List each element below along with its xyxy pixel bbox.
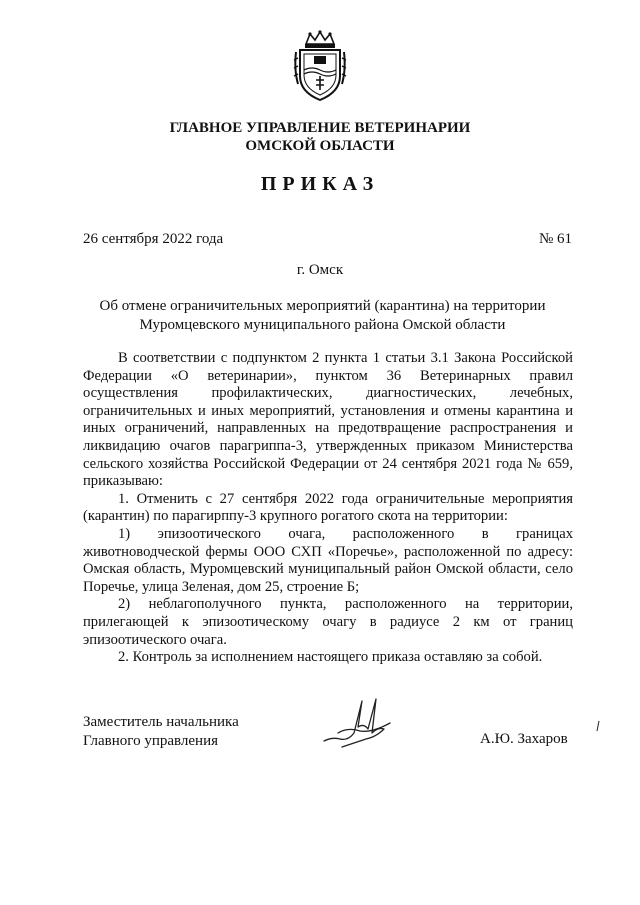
body-paragraph: 1) эпизоотического очага, расположенного в границах животноводческой фермы ООО СХП «Поречье», расположенной по адресу: Омская область, Муромцевский муниципальный район Омской области, село Поречье, улица Зеленая, дом 25, строение Б; (83, 525, 573, 595)
organization-name-line2: ОМСКОЙ ОБЛАСТИ (245, 138, 395, 154)
body-paragraph: 2) неблагополучного пункта, расположенного на территории, прилегающей к эпизоотическому очагу в радиусе 2 км от границ эпизоотического очага. (83, 596, 573, 648)
body-paragraph: 2. Контроль за исполнением настоящего приказа оставляю за собой. (118, 649, 543, 666)
document-subject: Об отмене ограничительных мероприятий (карантина) на территории Муромцевского муниципального района Омской области (99, 298, 546, 333)
document-date: 26 сентября 2022 года (83, 231, 224, 247)
body-paragraph: В соответствии с подпунктом 2 пункта 1 статьи 3.1 Закона Российской Федерации «О ветеринарии», пунктом 36 Ветеринарных правил осуществления профилактических, диагностических, лечебных, ограничительных и иных мероприятий, установления и отмены карантина и иных ограничений, направленных на предотвращение распространения и ликвидацию очагов парагриппа-3, утвержденных приказом Министерства сельского хозяйства Российской Федерации от 24 сентября 2021 года № 659, приказываю: (83, 350, 573, 490)
body-paragraph: 1. Отменить с 27 сентября 2022 года ограничительные мероприятия (карантин) по парагирппу-3 крупного рогатого скота на территории: (83, 490, 573, 525)
document-city: г. Омск (296, 262, 344, 278)
signatory-name: А.Ю. Захаров (480, 731, 568, 747)
signatory-title-line2: Главного управления (83, 733, 218, 749)
document-number: № 61 (538, 231, 572, 247)
coat-of-arms-icon (292, 30, 348, 102)
organization-name-line1: ГЛАВНОЕ УПРАВЛЕНИЕ ВЕТЕРИНАРИИ (169, 120, 471, 136)
document-body (83, 350, 573, 667)
handwritten-signature (318, 693, 398, 753)
document-type-title: ПРИКАЗ (260, 173, 380, 195)
margin-mark (596, 720, 600, 732)
signatory-title-line1: Заместитель начальника (83, 714, 239, 730)
signatory-title (83, 713, 239, 751)
